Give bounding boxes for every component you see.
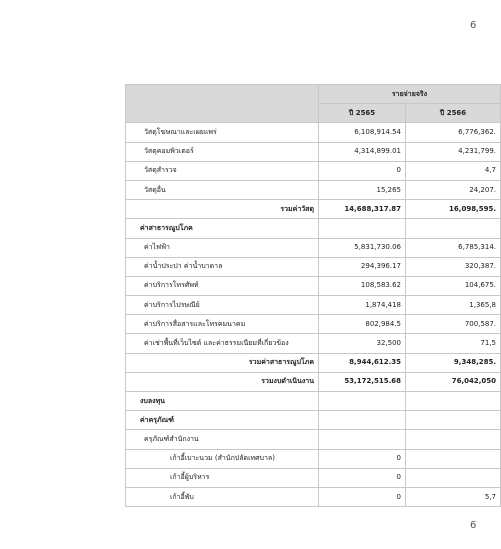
- value-2565: 1,874,418: [319, 296, 406, 315]
- value-2566: 4,231,799.: [406, 142, 501, 161]
- value-2565: 32,500: [319, 334, 406, 353]
- subtotal-row: [126, 200, 501, 219]
- value-2565: 15,265: [319, 180, 406, 199]
- row-label: วัสดุคอมพิวเตอร์: [126, 142, 319, 161]
- value-2565: 4,314,899.01: [319, 142, 406, 161]
- value-2566: 104,675.: [406, 276, 501, 295]
- table-row: [126, 334, 501, 353]
- row-label: วัสดุโฆษณาและเผยแพร่: [126, 123, 319, 142]
- value-2566: [406, 411, 501, 430]
- total-row: [126, 372, 501, 391]
- row-label: วัสดุอื่น: [126, 180, 319, 199]
- section-row: [126, 392, 501, 411]
- row-label: ค่าเช่าพื้นที่เว็บไซต์ และค่าธรรมเนียมที่เกี่ยวข้อง: [126, 334, 319, 353]
- table-row: [126, 315, 501, 334]
- header-year-2566: ปี 2566: [406, 104, 501, 123]
- subsection-label: ครุภัณฑ์สำนักงาน: [126, 430, 319, 449]
- row-label: เก้าอี้ผู้บริหาร: [126, 468, 319, 487]
- table-row: [126, 276, 501, 295]
- header-group-actual-expense: รายจ่ายจริง: [319, 85, 501, 104]
- value-2566: [406, 449, 501, 468]
- value-2565: 0: [319, 468, 406, 487]
- value-2566: 1,365,8: [406, 296, 501, 315]
- header-label-cell: [126, 85, 319, 123]
- section-label: งบลงทุน: [126, 392, 319, 411]
- table-row: [126, 257, 501, 276]
- row-label: วัสดุสำรวจ: [126, 161, 319, 180]
- header-year-2565: ปี 2565: [319, 104, 406, 123]
- section-row: [126, 411, 501, 430]
- value-2565: [319, 219, 406, 238]
- value-2566: 76,042,050: [406, 372, 501, 391]
- value-2566: [406, 219, 501, 238]
- value-2565: 6,108,914.54: [319, 123, 406, 142]
- table-row: [126, 468, 501, 487]
- value-2566: 6,785,314.: [406, 238, 501, 257]
- value-2566: 71,5: [406, 334, 501, 353]
- section-row: [126, 219, 501, 238]
- subsection-row: [126, 430, 501, 449]
- page-number-bottom: 6: [470, 520, 477, 531]
- value-2566: [406, 468, 501, 487]
- value-2566: 320,387.: [406, 257, 501, 276]
- value-2565: 8,944,612.35: [319, 353, 406, 372]
- value-2565: 5,831,730.06: [319, 238, 406, 257]
- value-2565: 14,688,317.87: [319, 200, 406, 219]
- subtotal-label: รวมค่าวัสดุ: [126, 200, 319, 219]
- value-2565: [319, 430, 406, 449]
- value-2566: 24,207.: [406, 180, 501, 199]
- value-2566: 6,776,362.: [406, 123, 501, 142]
- value-2566: 9,348,285.: [406, 353, 501, 372]
- expense-table: [125, 84, 501, 507]
- row-label: เก้าอี้เบาะนวม (สำนักปลัดเทศบาล): [126, 449, 319, 468]
- total-label: รวมงบดำเนินงาน: [126, 372, 319, 391]
- value-2566: [406, 392, 501, 411]
- row-label: ค่าน้ำประปา ค่าน้ำบาดาล: [126, 257, 319, 276]
- table-row: [126, 142, 501, 161]
- row-label: ค่าไฟฟ้า: [126, 238, 319, 257]
- value-2565: [319, 411, 406, 430]
- table-row: [126, 161, 501, 180]
- value-2565: 0: [319, 161, 406, 180]
- value-2565: 802,984.5: [319, 315, 406, 334]
- subtotal-row: [126, 353, 501, 372]
- table-row: [126, 180, 501, 199]
- subtotal-label: รวมค่าสาธารณูปโภค: [126, 353, 319, 372]
- table-row: [126, 487, 501, 506]
- value-2565: 0: [319, 449, 406, 468]
- value-2566: 700,587.: [406, 315, 501, 334]
- value-2566: [406, 430, 501, 449]
- value-2565: 108,583.62: [319, 276, 406, 295]
- value-2566: 16,098,595.: [406, 200, 501, 219]
- section-label: ค่าสาธารณูปโภค: [126, 219, 319, 238]
- row-label: เก้าอี้พับ: [126, 487, 319, 506]
- value-2565: 53,172,515.68: [319, 372, 406, 391]
- value-2565: 294,396.17: [319, 257, 406, 276]
- value-2566: 5,7: [406, 487, 501, 506]
- row-label: ค่าบริการไปรษณีย์: [126, 296, 319, 315]
- table-row: [126, 123, 501, 142]
- value-2565: [319, 392, 406, 411]
- value-2565: 0: [319, 487, 406, 506]
- table-row: [126, 449, 501, 468]
- value-2566: 4,7: [406, 161, 501, 180]
- row-label: ค่าบริการสื่อสารและโทรคมนาคม: [126, 315, 319, 334]
- page-number-top: 6: [470, 20, 477, 31]
- expense-table-container: [125, 84, 496, 509]
- section-label: ค่าครุภัณฑ์: [126, 411, 319, 430]
- table-row: [126, 296, 501, 315]
- table-row: [126, 238, 501, 257]
- row-label: ค่าบริการโทรศัพท์: [126, 276, 319, 295]
